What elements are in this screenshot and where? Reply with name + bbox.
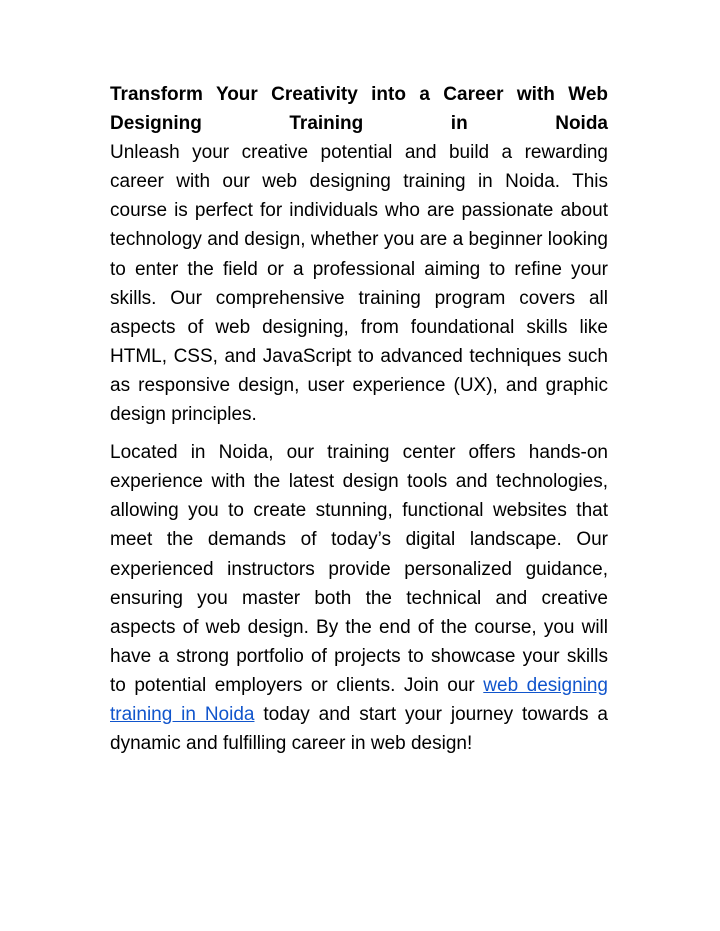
cta-suffix: today and start your journey towards a dynamic and fulfilling career in web design! xyxy=(110,703,608,755)
details-paragraph xyxy=(110,438,608,758)
details-text: Located in Noida, our training center offers hands-on experience with the latest design tools and technologies, allowing you to create stunning, functional websites that meet the demands of today’s digital landscape. Our experienced instructors provide personalized guidance, ensuring you master both the technical and creative aspects of web design. By the end of the course, you will have a strong portfolio of projects to showcase your skills to potential employers or clients. xyxy=(110,442,608,696)
training-link[interactable]: web designing training in Noida xyxy=(110,674,608,725)
document-title: Transform Your Creativity into a Career with Web Designing Training in Noida xyxy=(110,84,608,135)
cta-prefix: Join our xyxy=(403,674,475,696)
document-body xyxy=(110,80,608,767)
intro-paragraph: Unleash your creative potential and build a rewarding career with our web designing training in Noida. This course is perfect for individuals who are passionate about technology and design, whether you are a beginner looking to enter the field or a professional aiming to refine your skills. Our comprehensive training program covers all aspects of web designing, from foundational skills like HTML, CSS, and JavaScript to advanced techniques such as responsive design, user experience (UX), and graphic design principles. xyxy=(110,142,608,426)
